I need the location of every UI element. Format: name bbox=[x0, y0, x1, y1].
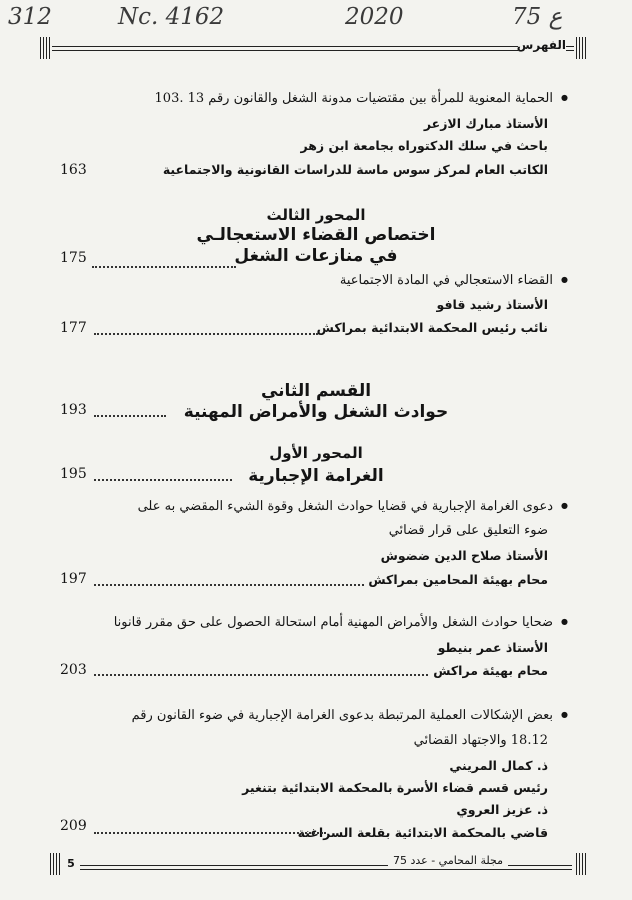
handwritten-note: 312 bbox=[8, 4, 52, 30]
handwritten-note: 75 ع bbox=[512, 4, 563, 30]
running-title: الفهرس bbox=[516, 38, 566, 52]
footer-journal: مجلة المحامي - عدد 75 bbox=[388, 854, 508, 867]
toc-entry-role: قاضي بالمحكمة الابتدائية بقلعة السراغنة bbox=[297, 825, 548, 840]
page-number: 193 bbox=[60, 402, 87, 418]
section-label: المحور الثالث bbox=[266, 206, 366, 224]
leader-dots bbox=[94, 407, 166, 417]
header-rule bbox=[52, 46, 574, 51]
ornament-ticks bbox=[576, 853, 588, 875]
toc-entry-title: ● دعوى الغرامة الإجبارية في قضايا حوادث الشغل وقوة الشيء المقضي به على bbox=[138, 499, 568, 514]
leader-dots bbox=[92, 258, 236, 268]
toc-entry-role: الكاتب العام لمركز سوس ماسة للدراسات القانونية والاجتماعية bbox=[162, 162, 548, 177]
toc-entry-author: الأستاذ رشيد قافو bbox=[436, 297, 548, 312]
ornament-ticks bbox=[50, 853, 62, 875]
toc-entry-author: ذ. كمال المريني bbox=[449, 758, 548, 773]
toc-entry-title: ● الحماية المعنوية للمرأة بين مقتضيات مدونة الشغل والقانون رقم 13 .103 bbox=[155, 91, 568, 106]
ornament-ticks bbox=[576, 37, 588, 59]
leader-dots bbox=[94, 325, 318, 335]
leader-dots bbox=[94, 666, 428, 676]
section-title: اختصاص القضاء الاستعجالـي bbox=[196, 225, 436, 245]
page-number: 209 bbox=[60, 818, 87, 834]
toc-entry-role: محام بهيئة المحامين بمراكش bbox=[368, 572, 548, 587]
section-title: حوادث الشغل والأمراض المهنية bbox=[183, 402, 449, 422]
toc-entry-role: محام بهيئة مراكش bbox=[433, 663, 548, 678]
section-title: في منازعات الشغل bbox=[234, 246, 398, 266]
page-number: 163 bbox=[60, 162, 87, 178]
page-number: 195 bbox=[60, 466, 87, 482]
toc-entry-author: ذ. عزيز العروي bbox=[456, 802, 548, 817]
toc-entry-role: باحث في سلك الدكتوراه بجامعة ابن زهر bbox=[300, 138, 548, 153]
page-number: 177 bbox=[60, 320, 87, 336]
leader-dots bbox=[94, 471, 232, 481]
toc-entry-title: ● بعض الإشكالات العملية المرتبطة بدعوى الغرامة الإجبارية في ضوء القانون رقم bbox=[132, 708, 568, 723]
toc-entry-author: الأستاذ عمر بنيطو bbox=[437, 640, 548, 655]
toc-entry-title: ● ضحايا حوادث الشغل والأمراض المهنية أمام استحالة الحصول على حق مقرر قانونا bbox=[114, 615, 568, 630]
page-number: 197 bbox=[60, 571, 87, 587]
page-number: 203 bbox=[60, 662, 87, 678]
footer-page-number: 5 bbox=[62, 857, 80, 870]
toc-entry-role: نائب رئيس المحكمة الابتدائية بمراكش bbox=[316, 320, 548, 335]
handwritten-note: Nc. 4162 bbox=[118, 4, 225, 30]
leader-dots bbox=[94, 576, 364, 586]
toc-entry-role: رئيس قسم قضاء الأسرة بالمحكمة الابتدائية بتنغير bbox=[242, 780, 548, 795]
toc-entry-title-cont: 18.12 والاجتهاد القضائي bbox=[413, 733, 548, 748]
toc-entry-author: الأستاذ مبارك الازعر bbox=[423, 116, 548, 131]
handwritten-note: 2020 bbox=[345, 4, 404, 30]
section-label: القسم الثاني bbox=[260, 381, 372, 401]
toc-entry-title: ● القضاء الاستعجالي في المادة الاجتماعية bbox=[340, 273, 568, 288]
section-label: المحور الأول bbox=[269, 444, 363, 462]
toc-entry-title-cont: ضوء التعليق على قرار قضائي bbox=[388, 523, 548, 538]
ornament-ticks bbox=[40, 37, 52, 59]
toc-entry-author: الأستاذ صلاح الدين ضضوش bbox=[380, 548, 548, 563]
page-number: 175 bbox=[60, 250, 87, 266]
section-title: الغرامة الإجبارية bbox=[248, 466, 384, 486]
leader-dots bbox=[94, 824, 326, 834]
